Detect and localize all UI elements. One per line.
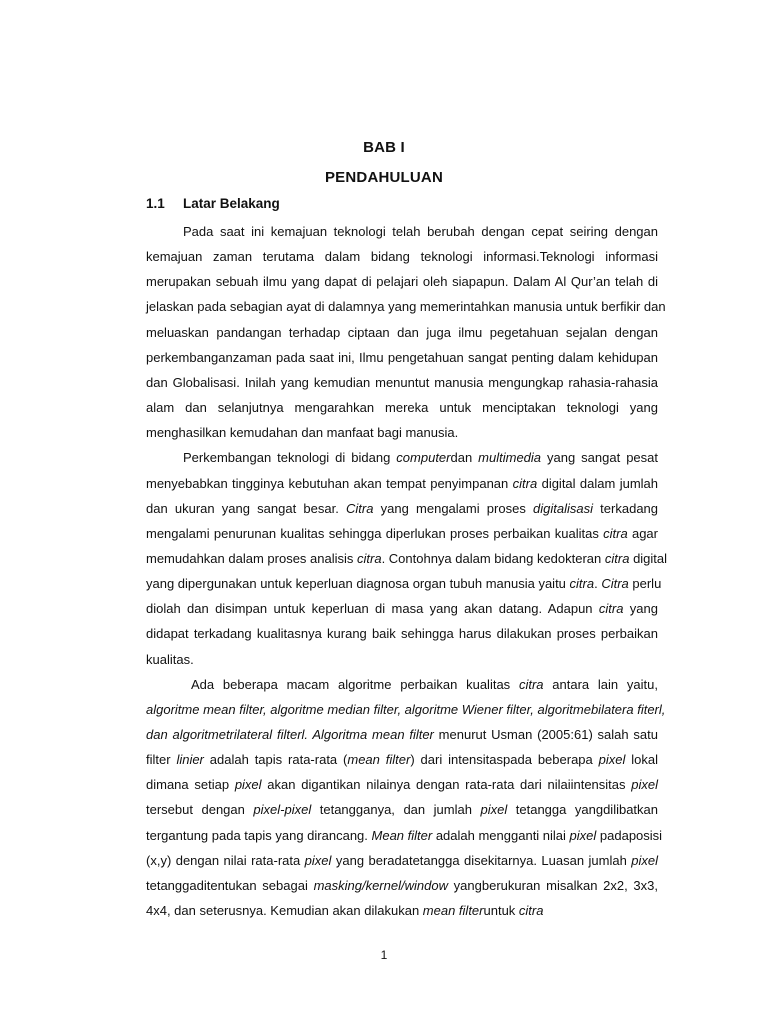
italic-term: Mean filter [371, 827, 433, 843]
italic-term: pixel-pixel [253, 802, 312, 818]
text-line [146, 273, 658, 290]
italic-term: Citra [346, 500, 374, 516]
text-segment: kemajuan zaman terutama dalam bidang teknologi informasi.Teknologi informasi [146, 249, 658, 265]
text-segment: yang mengalami proses [373, 500, 534, 516]
text-segment: tetanggaditentukan sebagai [146, 877, 314, 893]
text-segment: menyebabkan tingginya kebutuhan akan tempat penyimpanan [146, 475, 513, 491]
text-segment: Perkembangan teknologi di bidang [183, 450, 397, 466]
text-segment: ) dari intensitaspada beberapa [410, 752, 599, 768]
text-segment: filter [146, 752, 177, 768]
text-line [146, 424, 658, 441]
italic-term: pixel [480, 802, 508, 818]
text-segment: didapat terkadang kualitasnya kurang baik sehingga harus dilakukan proses perbaikan [146, 626, 658, 642]
text-segment: tetangga yangdilibatkan [507, 802, 659, 818]
text-line [146, 625, 658, 642]
text-segment: dan Globalisasi. Inilah yang kemudian menuntut manusia mengungkap rahasia-rahasia [146, 374, 658, 390]
italic-term: multimedia [478, 450, 542, 466]
text-segment: tergantung pada tapis yang dirancang. [146, 827, 372, 843]
text-line [146, 324, 658, 341]
italic-term: digitalisasi [533, 500, 593, 516]
page-number: 1 [380, 948, 388, 962]
italic-term: pixel [631, 852, 658, 868]
chapter-title: PENDAHULUAN [324, 169, 444, 186]
text-line [183, 223, 658, 240]
italic-term: citra [357, 550, 382, 566]
text-segment: . Contohnya dalam bidang kedokteran [381, 550, 605, 566]
text-line [146, 726, 658, 743]
section-heading [146, 196, 280, 211]
italic-term: pixel [598, 752, 626, 768]
text-segment: perkembanganzaman pada saat ini, Ilmu pengetahuan sangat penting dalam kehidupan [146, 349, 658, 365]
text-segment: 4x4, dan seterusnya. Kemudian akan dilakukan [146, 903, 423, 919]
text-line [146, 827, 663, 844]
text-segment: menurut Usman (2005:61) salah satu [433, 727, 658, 742]
text-line [146, 776, 658, 793]
text-segment: agar [627, 525, 658, 541]
text-line [146, 525, 658, 542]
text-segment: jelaskan pada sebagian ayat di dalamnya yang memerintahkan manusia untuk berfikir dan [146, 299, 666, 315]
text-segment: dan ukuran yang sangat besar. [146, 500, 347, 516]
text-segment: yang dipergunakan untuk keperluan diagnosa organ tubuh manusia yaitu [146, 576, 570, 592]
section-title: Latar Belakang [183, 196, 280, 211]
text-line [146, 399, 658, 416]
text-line [146, 475, 658, 492]
text-line [146, 374, 658, 391]
text-segment: digital [629, 550, 668, 566]
text-segment: yang sangat pesat [541, 450, 658, 466]
text-line [146, 651, 658, 668]
text-segment: terkadang [593, 500, 659, 516]
text-segment: yang [623, 601, 658, 617]
text-segment: memudahkan dalam proses analisis [146, 550, 357, 566]
text-segment: adalah mengganti nilai [432, 827, 570, 843]
text-line [146, 500, 658, 517]
italic-term: algoritme mean filter, algoritme median filter, algoritme Wiener filter, algoritmebilatera fiterl, [146, 701, 666, 717]
italic-term: pixel [234, 777, 262, 793]
italic-term: masking/kernel/window [313, 877, 448, 893]
text-segment: alam dan selanjutnya mengarahkan mereka untuk menciptakan teknologi yang [146, 400, 658, 416]
text-line [146, 801, 658, 818]
italic-term: mean filter [347, 752, 411, 768]
italic-term: citra [598, 601, 624, 617]
text-segment: yang beradatetangga disekitarnya. Luasan jumlah [331, 852, 632, 868]
text-segment: antara lain yaitu, [543, 676, 658, 692]
italic-term: mean filter [422, 903, 484, 919]
section-number: 1.1 [146, 196, 165, 211]
text-line [183, 449, 658, 466]
text-segment: padaposisi [596, 827, 663, 843]
text-segment: digital dalam jumlah [537, 475, 658, 491]
text-line [146, 701, 666, 718]
text-segment: kualitas. [146, 651, 194, 667]
text-segment: perlu [628, 576, 662, 592]
text-segment: merupakan sebuah ilmu yang dapat di pelajari oleh siapapun. Dalam Al Qur’an telah di [146, 274, 658, 290]
chapter-label: BAB I [363, 139, 405, 156]
italic-term: citra [512, 475, 538, 491]
text-segment: (x,y) dengan nilai rata-rata [146, 852, 305, 868]
text-line [146, 877, 658, 894]
text-segment: yangberukuran misalkan 2x2, 3x3, [447, 877, 658, 893]
text-line [146, 852, 658, 869]
text-segment: Pada saat ini kemajuan teknologi telah berubah dengan cepat seiring dengan [183, 224, 658, 239]
text-segment: adalah tapis rata-rata ( [203, 752, 348, 768]
italic-term: citra [603, 525, 628, 541]
text-line [191, 676, 658, 693]
text-line [146, 600, 658, 617]
italic-term: Citra [601, 576, 629, 592]
text-line [146, 349, 658, 366]
italic-term: pixel [304, 852, 332, 868]
text-line [146, 902, 658, 919]
text-segment: lokal [625, 752, 659, 768]
text-line [146, 298, 666, 315]
text-segment: . [594, 576, 602, 592]
text-line [146, 248, 658, 265]
text-segment: mengalami penurunan kualitas sehingga diperlukan proses perbaikan kualitas [146, 525, 604, 541]
text-line [146, 751, 658, 768]
italic-term: computer [396, 450, 451, 466]
text-segment: tetangganya, dan jumlah [311, 802, 481, 818]
italic-term: dan algoritmetrilateral filterl. Algoritma mean filter [146, 727, 434, 742]
text-segment: diolah dan disimpan untuk keperluan di masa yang akan datang. Adapun [146, 601, 599, 617]
italic-term: pixel [569, 827, 597, 843]
italic-term: citra [518, 903, 544, 919]
text-segment: Ada beberapa macam algoritme perbaikan kualitas [191, 676, 519, 692]
text-segment: untuk [483, 903, 519, 919]
text-segment: dan [450, 450, 479, 466]
text-segment: dimana setiap [146, 777, 235, 793]
italic-term: citra [569, 576, 595, 592]
text-segment: menghasilkan kemudahan dan manfaat bagi manusia. [146, 425, 459, 441]
text-line [146, 575, 662, 592]
text-segment: akan digantikan nilainya dengan rata-rata dari nilaiintensitas [261, 777, 632, 793]
text-segment: tersebut dengan [146, 802, 254, 818]
italic-term: linier [176, 752, 204, 768]
italic-term: citra [604, 550, 630, 566]
text-segment: meluaskan pandangan terhadap ciptaan dan juga ilmu pegetahuan sejalan dengan [146, 324, 658, 340]
italic-term: pixel [631, 777, 658, 793]
text-line [146, 550, 668, 567]
italic-term: citra [518, 676, 544, 692]
